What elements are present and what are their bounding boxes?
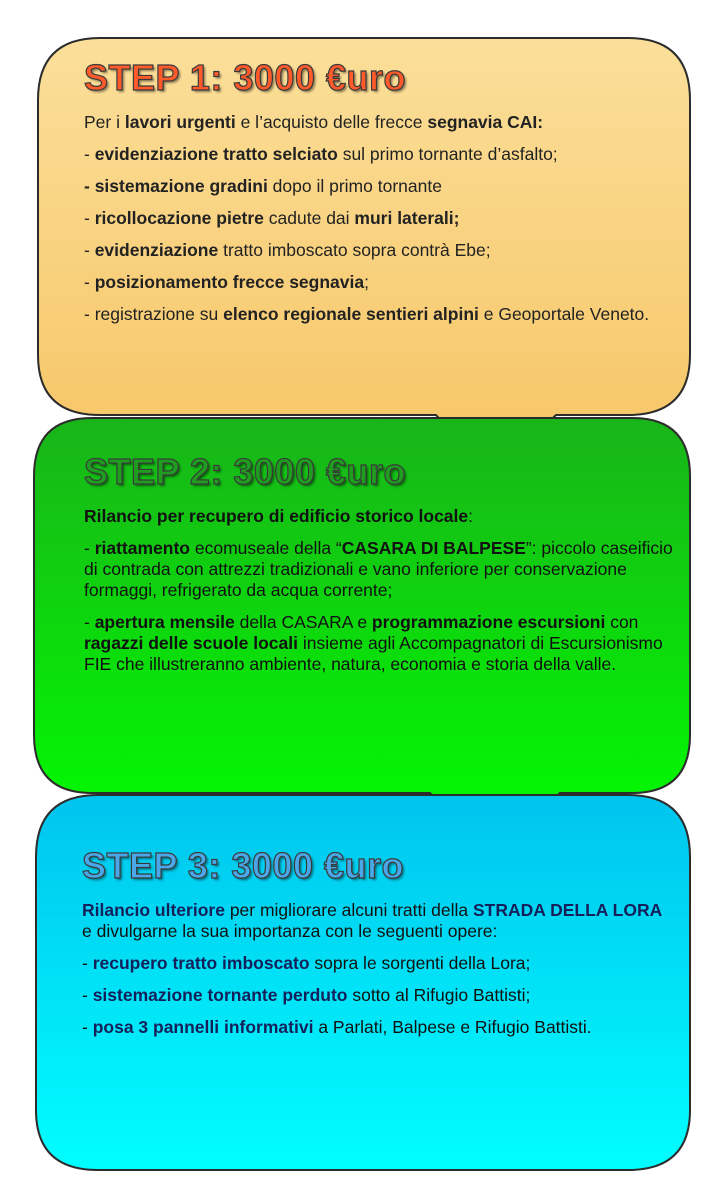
text-segment: - <box>84 272 95 292</box>
text-segment: dopo il primo tornante <box>267 176 442 196</box>
text-segment: per migliorare alcuni tratti della <box>224 900 473 920</box>
bold-text: - <box>84 176 95 196</box>
list-item <box>84 538 684 601</box>
text-segment: cadute dai <box>263 208 355 228</box>
bold-text: CASARA DI BALPESE <box>341 538 526 558</box>
text-segment: - registrazione su <box>84 304 224 324</box>
step3-title: STEP 3: 3000 €uro <box>82 845 404 886</box>
list-item <box>84 176 676 197</box>
text-segment: - <box>82 953 93 973</box>
bold-text: recupero tratto imboscato <box>92 953 310 973</box>
bold-text: segnavia CAI: <box>427 112 544 132</box>
bold-text: elenco regionale sentieri alpini <box>223 304 479 324</box>
step2-title: STEP 2: 3000 €uro <box>84 451 406 492</box>
text-segment: Per i <box>84 112 125 132</box>
list-item <box>84 240 676 261</box>
step1-intro <box>84 112 676 133</box>
bold-text: posa 3 pannelli informativi <box>92 1017 314 1037</box>
step2-intro <box>84 506 684 527</box>
bold-text: programmazione escursioni <box>371 612 606 632</box>
step3-content <box>82 846 674 1049</box>
text-segment: e Geoportale Veneto. <box>478 304 650 324</box>
text-segment: - <box>84 240 95 260</box>
text-segment: e l’acquisto delle frecce <box>235 112 428 132</box>
text-segment: sotto al Rifugio Battisti; <box>347 985 531 1005</box>
text-segment: - <box>84 612 95 632</box>
bold-text: sistemazione gradini <box>94 176 268 196</box>
bold-text: sistemazione tornante perduto <box>92 985 348 1005</box>
bold-text: Rilancio per recupero di edificio storico locale <box>84 506 469 526</box>
bold-text: STRADA DELLA LORA <box>472 900 663 920</box>
step1-title: STEP 1: 3000 €uro <box>84 57 406 98</box>
text-segment: ecomuseale della “ <box>190 538 342 558</box>
list-item <box>84 208 676 229</box>
text-segment: - <box>82 1017 93 1037</box>
text-segment: insieme agli Accompagnatori di Escursionismo FIE che illustreranno ambiente, natura, economia e storia della valle. <box>84 633 663 674</box>
list-item <box>82 953 674 974</box>
bold-text: riattamento <box>94 538 190 558</box>
bold-text: lavori urgenti <box>124 112 236 132</box>
text-segment: - <box>84 208 95 228</box>
step2-list <box>84 538 684 675</box>
text-segment: a Parlati, Balpese e Rifugio Battisti. <box>313 1017 592 1037</box>
text-segment: ”: piccolo caseificio di contrada con attrezzi tradizionali e vano inferiore per conservazione formaggi, refrigerato da acqua corrente; <box>84 538 673 600</box>
bold-text: posizionamento frecce segnavia <box>94 272 365 292</box>
text-segment: tratto imboscato sopra contrà Ebe; <box>218 240 491 260</box>
text-segment: - <box>84 538 95 558</box>
list-item <box>84 272 676 293</box>
text-segment: sul primo tornante d’asfalto; <box>337 144 558 164</box>
bold-text: evidenziazione <box>94 240 219 260</box>
text-segment: ; <box>364 272 369 292</box>
text-segment: - <box>82 985 93 1005</box>
list-item <box>84 304 676 325</box>
list-item <box>84 144 676 165</box>
step3-list <box>82 953 674 1038</box>
step1-content <box>84 58 676 336</box>
list-item <box>82 985 674 1006</box>
bold-text: ricollocazione pietre <box>94 208 264 228</box>
text-segment: e divulgarne la sua importanza con le seguenti opere: <box>82 921 498 941</box>
list-item <box>82 1017 674 1038</box>
bold-text: ragazzi delle scuole locali <box>84 633 298 653</box>
list-item <box>84 612 684 675</box>
bold-text: muri laterali; <box>354 208 460 228</box>
text-segment: con <box>605 612 639 632</box>
text-segment: della CASARA e <box>234 612 372 632</box>
bold-text: Rilancio ulteriore <box>82 900 225 920</box>
text-segment: : <box>468 506 474 526</box>
step1-list <box>84 144 676 325</box>
text-segment: sopra le sorgenti della Lora; <box>309 953 531 973</box>
step2-content <box>84 452 684 686</box>
text-segment: - <box>84 144 95 164</box>
step3-intro <box>82 900 674 942</box>
bold-text: evidenziazione tratto selciato <box>94 144 338 164</box>
bold-text: apertura mensile <box>94 612 235 632</box>
